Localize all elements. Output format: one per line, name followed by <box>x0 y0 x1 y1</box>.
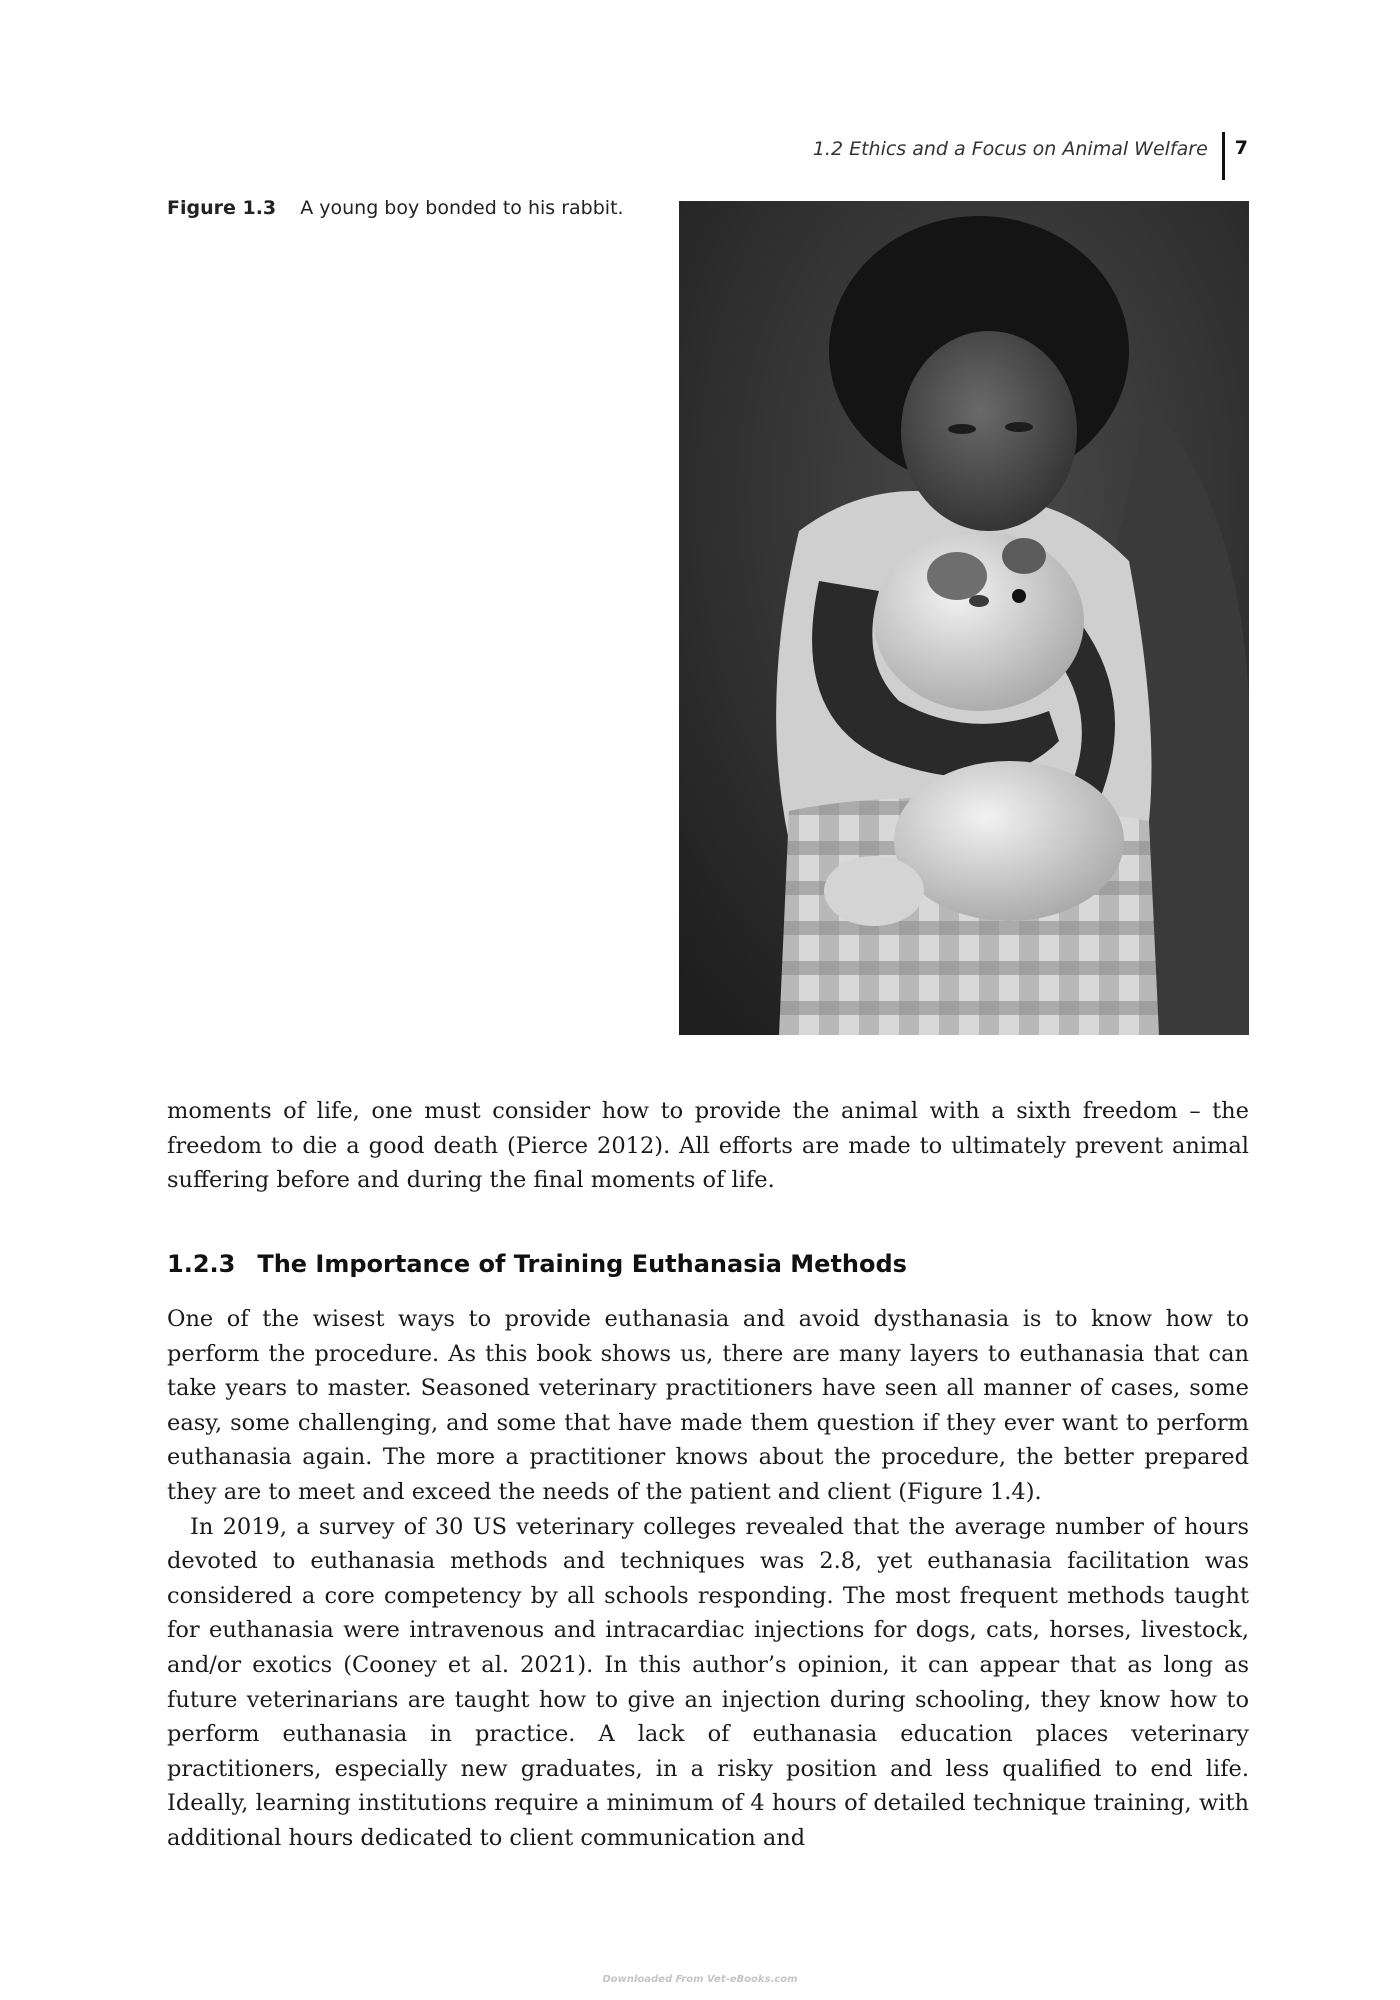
page-number: 7 <box>1234 137 1248 159</box>
continuation-paragraph: moments of life, one must consider how to provide the animal with a sixth freedom – the freedom to die a good death (Pierce 2012). All efforts are made to ultimately prevent animal suffering before and during the final moments of life. <box>167 1098 1249 1194</box>
section-title: The Importance of Training Euthanasia Methods <box>257 1250 907 1278</box>
figure-label: Figure 1.3 <box>167 197 277 219</box>
section-heading <box>167 1250 907 1278</box>
running-head <box>813 132 1248 180</box>
section-number: 1.2.3 <box>167 1250 236 1278</box>
body-paragraph: In 2019, a survey of 30 US veterinary colleges revealed that the average number of hours devoted to euthanasia methods and techniques was 2.8, yet euthanasia facilitation was considered a core competency by all schools responding. The most frequent methods taught for euthanasia were intravenous and intracardiac injections for dogs, cats, horses, livestock, and/or exotics (Cooney et al. 2021). In this author’s opinion, it can appear that as long as future veterinarians are taught how to give an injection during schooling, they know how to perform euthanasia in practice. A lack of euthanasia education places veterinary practitioners, especially new graduates, in a risky position and less qualified to end life. Ideally, learning institutions require a minimum of 4 hours of detailed technique training, with additional hours dedicated to client communication and <box>167 1513 1249 1851</box>
figure-caption-text: A young boy bonded to his rabbit. <box>300 197 624 219</box>
running-head-title: 1.2 Ethics and a Focus on Animal Welfare <box>812 138 1208 160</box>
section-body <box>167 1302 1249 1856</box>
body-paragraph: One of the wisest ways to provide euthanasia and avoid dysthanasia is to know how to perform the procedure. As this book shows us, there are many layers to euthanasia that can take years to master. Seasoned veterinary practitioners have seen all manner of cases, some easy, some challenging, and some that have made them question if they ever want to perform euthanasia again. The more a practitioner knows about the procedure, the better prepared they are to meet and exceed the needs of the patient and client (Figure 1.4). <box>167 1306 1249 1505</box>
figure-caption <box>167 197 624 219</box>
footer-watermark: Downloaded From Vet-eBooks.com <box>602 1974 798 1985</box>
figure-photo <box>679 201 1249 1035</box>
